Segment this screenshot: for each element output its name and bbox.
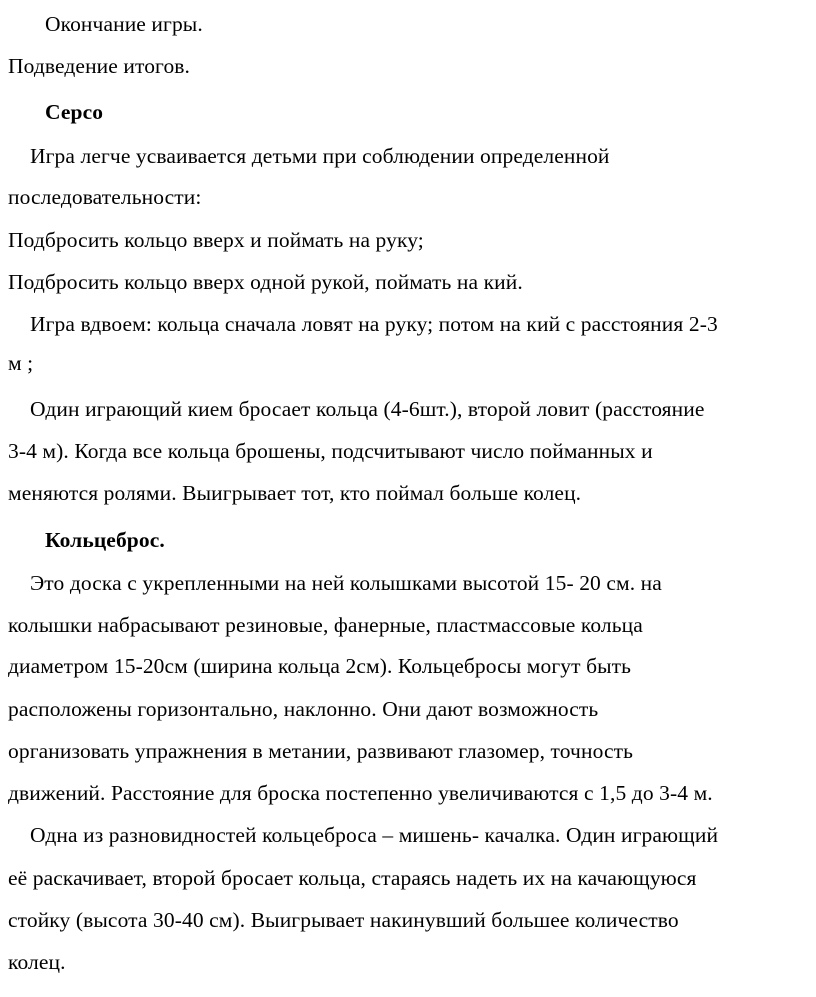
text-line-serso-intro: Игра легче усваивается детьми при соблюдении определенной (30, 144, 610, 168)
text-line-board-desc-5: организовать упражнения в метании, развивают глазомер, точность (8, 739, 634, 763)
text-line-serso-intro-cont: последовательности: (8, 185, 202, 209)
text-line-step-1: Подбросить кольцо вверх и поймать на руку; (8, 228, 424, 252)
text-line-pair-game: Игра вдвоем: кольца сначала ловят на руку; потом на кий с расстояния 2-3 (30, 312, 718, 336)
heading-serso: Серсо (45, 100, 104, 124)
text-line-board-desc: Это доска с укрепленными на ней колышками высотой 15- 20 см. на (30, 571, 662, 595)
heading-koltsebros: Кольцеброс. (45, 528, 165, 552)
text-line-board-desc-2: колышки набрасывают резиновые, фанерные, пластмассовые кольца (8, 613, 643, 637)
text-line-board-desc-3: диаметром 15-20см (ширина кольца 2см). Кольцебросы могут быть (8, 654, 632, 678)
text-line-roles-change: меняются ролями. Выигрывает тот, кто поймал больше колец. (8, 481, 582, 505)
text-line-variant: Одна из разновидностей кольцеброса – мишень- качалка. Один играющий (30, 823, 719, 847)
text-line-board-desc-4: расположены горизонтально, наклонно. Они дают возможность (8, 697, 599, 721)
text-line-variant-3: стойку (высота 30-40 см). Выигрывает накинувший большее количество (8, 908, 679, 932)
text-line-variant-2: её раскачивает, второй бросает кольца, стараясь надеть их на качающуюся (8, 866, 697, 890)
text-line-game-end: Окончание игры. (45, 12, 203, 36)
text-line-board-desc-6: движений. Расстояние для броска постепенно увеличиваются с 1,5 до 3-4 м. (8, 781, 713, 805)
text-line-one-player-cont: 3-4 м). Когда все кольца брошены, подсчитывают число пойманных и (8, 439, 653, 463)
text-line-one-player: Один играющий кием бросает кольца (4-6шт.), второй ловит (расстояние (30, 397, 705, 421)
text-line-summary: Подведение итогов. (8, 54, 191, 78)
text-line-step-2: Подбросить кольцо вверх одной рукой, поймать на кий. (8, 270, 523, 294)
text-line-pair-game-cont: м ; (8, 351, 34, 375)
text-line-variant-4: колец. (8, 950, 66, 974)
